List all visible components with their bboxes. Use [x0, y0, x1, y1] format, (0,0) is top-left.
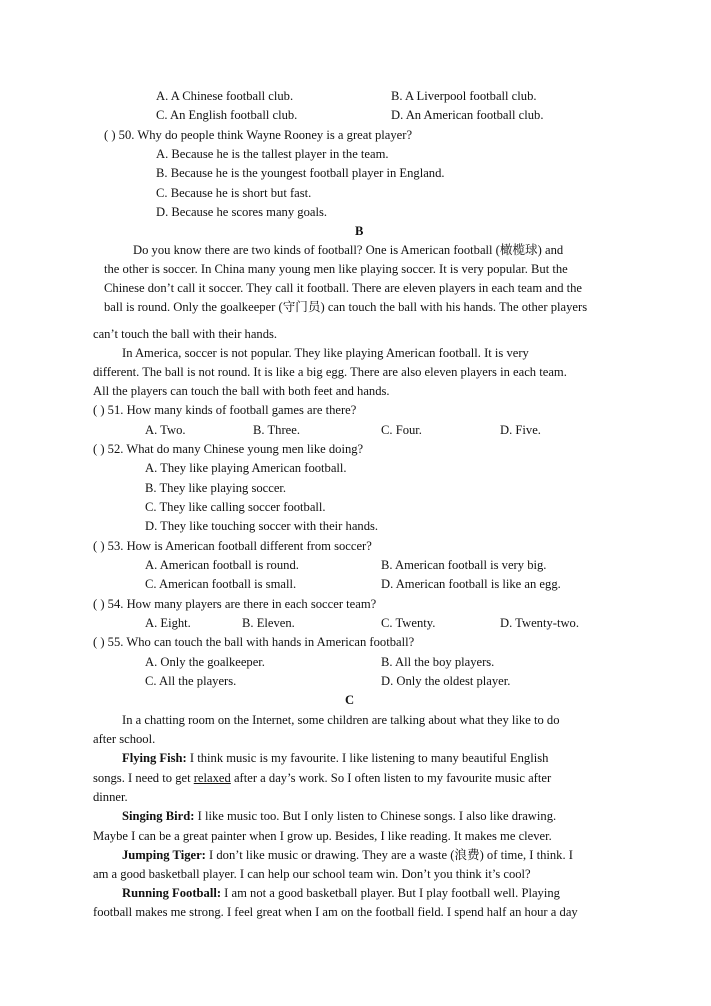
passage-b-line-5: can’t touch the ball with their hands.	[93, 327, 278, 341]
q55-option-b: B. All the boy players.	[381, 655, 495, 669]
q55-option-a: A. Only the goalkeeper.	[145, 655, 265, 669]
q49-option-d: D. An American football club.	[391, 108, 544, 122]
q53-option-c: C. American football is small.	[145, 577, 297, 591]
q54-stem: ( ) 54. How many players are there in each soccer team?	[93, 597, 377, 611]
q51-option-c: C. Four.	[381, 423, 422, 437]
q54-option-d: D. Twenty-two.	[500, 616, 579, 630]
jumping-tiger-line-2: am a good basketball player. I can help our school team win. Don’t you think it’s cool?	[93, 867, 531, 881]
flying-fish-line-1	[122, 750, 548, 766]
q50-option-c: C. Because he is short but fast.	[156, 186, 312, 200]
q53-stem: ( ) 53. How is American football different from soccer?	[93, 539, 372, 553]
passage-b-line-2: the other is soccer. In China many young men like playing soccer. It is very popular. But the	[104, 262, 568, 276]
q51-option-d: D. Five.	[500, 423, 541, 437]
passage-b-line-3: Chinese don’t call it soccer. They call it football. There are eleven players in each team and the	[104, 281, 583, 295]
flying-fish-line-2	[93, 770, 551, 786]
speaker-flying-fish: Flying Fish:	[122, 751, 187, 765]
underlined-word-relaxed: relaxed	[193, 771, 231, 785]
singing-bird-line-2: Maybe I can be a great painter when I grow up. Besides, I like reading. It makes me clever.	[93, 829, 552, 843]
passage-b-line-6: In America, soccer is not popular. They like playing American football. It is very	[122, 346, 529, 360]
q55-option-c: C. All the players.	[145, 674, 237, 688]
jumping-tiger-line-1	[122, 847, 573, 863]
running-football-line-2: football makes me strong. I feel great when I am on the football field. I spend half an hour a day	[93, 905, 578, 919]
speaker-jumping-tiger: Jumping Tiger:	[122, 848, 206, 862]
q49-option-b: B. A Liverpool football club.	[391, 89, 537, 103]
q50-stem: ( ) 50. Why do people think Wayne Rooney is a great player?	[104, 128, 413, 142]
q53-option-b: B. American football is very big.	[381, 558, 547, 572]
passage-b-line-1: Do you know there are two kinds of football? One is American football (橄榄球) and	[133, 243, 564, 257]
section-c-heading: C	[345, 693, 355, 707]
q50-option-d: D. Because he scores many goals.	[156, 205, 328, 219]
q49-option-c: C. An English football club.	[156, 108, 298, 122]
passage-c-intro-1: In a chatting room on the Internet, some children are talking about what they like to do	[122, 713, 560, 727]
singing-bird-text-1: I like music too. But I only listen to Chinese songs. I also like drawing.	[194, 809, 557, 823]
speaker-singing-bird: Singing Bird:	[122, 809, 195, 823]
flying-fish-line-3: dinner.	[93, 790, 128, 804]
flying-fish-text-1: I think music is my favourite. I like listening to many beautiful English	[186, 751, 549, 765]
running-football-line-1	[122, 885, 560, 901]
q55-option-d: D. Only the oldest player.	[381, 674, 511, 688]
passage-b-line-8: All the players can touch the ball with both feet and hands.	[93, 384, 390, 398]
q51-option-b: B. Three.	[253, 423, 300, 437]
flying-fish-text-2b: after a day’s work. So I often listen to my favourite music after	[230, 771, 552, 785]
q50-option-a: A. Because he is the tallest player in the team.	[156, 147, 389, 161]
q52-option-a: A. They like playing American football.	[145, 461, 347, 475]
passage-b-line-7: different. The ball is not round. It is like a big egg. There are also eleven players in each team.	[93, 365, 567, 379]
jumping-tiger-text-1: I don’t like music or drawing. They are a waste (浪费) of time, I think. I	[205, 848, 573, 862]
q54-option-c: C. Twenty.	[381, 616, 436, 630]
passage-c-intro-2: after school.	[93, 732, 156, 746]
q54-option-b: B. Eleven.	[242, 616, 295, 630]
passage-b-line-4: ball is round. Only the goalkeeper (守门员) can touch the ball with his hands. The other players	[104, 300, 588, 314]
q53-option-a: A. American football is round.	[145, 558, 299, 572]
q54-option-a: A. Eight.	[145, 616, 191, 630]
running-football-text-1: I am not a good basketball player. But I play football well. Playing	[221, 886, 560, 900]
section-b-heading: B	[355, 224, 364, 238]
q51-stem: ( ) 51. How many kinds of football games are there?	[93, 403, 357, 417]
speaker-running-football: Running Football:	[122, 886, 222, 900]
q52-option-b: B. They like playing soccer.	[145, 481, 287, 495]
q49-option-a: A. A Chinese football club.	[156, 89, 294, 103]
flying-fish-text-2a: songs. I need to get	[93, 771, 194, 785]
q50-option-b: B. Because he is the youngest football player in England.	[156, 166, 445, 180]
q52-option-d: D. They like touching soccer with their hands.	[145, 519, 379, 533]
q51-option-a: A. Two.	[145, 423, 186, 437]
q52-option-c: C. They like calling soccer football.	[145, 500, 326, 514]
singing-bird-line-1	[122, 808, 556, 824]
q52-stem: ( ) 52. What do many Chinese young men like doing?	[93, 442, 364, 456]
q55-stem: ( ) 55. Who can touch the ball with hands in American football?	[93, 635, 415, 649]
q53-option-d: D. American football is like an egg.	[381, 577, 561, 591]
